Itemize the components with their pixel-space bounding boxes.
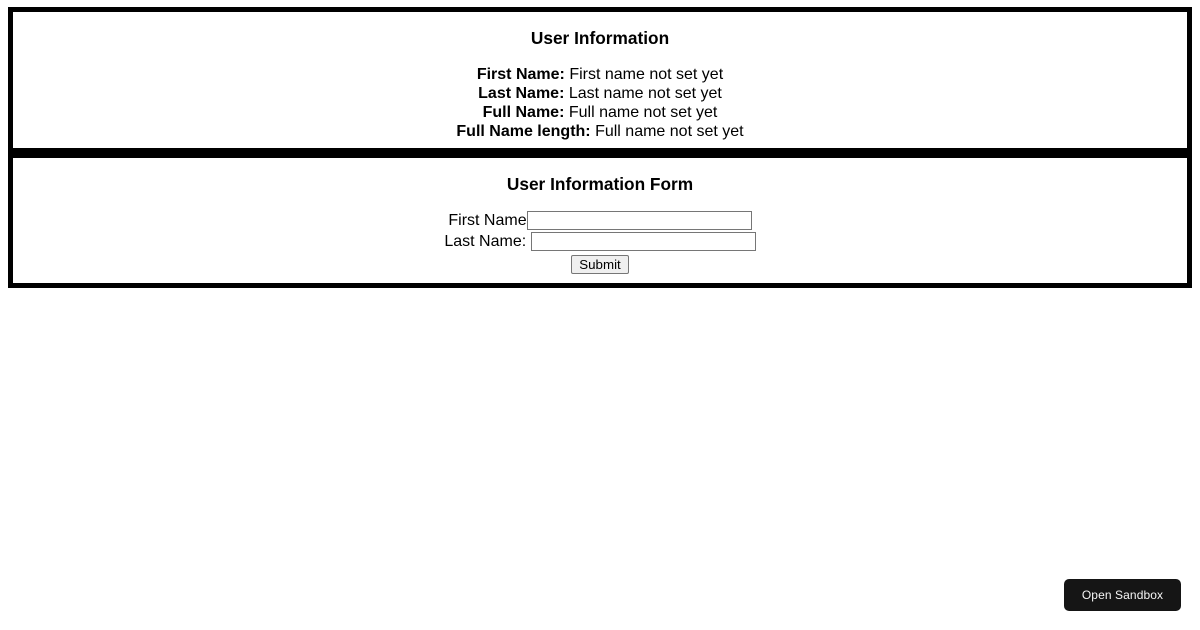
- form-row-last-name: [13, 231, 1187, 252]
- form-row-submit: [13, 254, 1187, 275]
- info-label-full-name-length: Full Name length:: [456, 123, 591, 141]
- info-label-last-name: Last Name:: [478, 85, 565, 103]
- user-information-panel: [8, 7, 1192, 153]
- submit-button[interactable]: Submit: [571, 255, 628, 274]
- info-value-full-name: Full name not set yet: [568, 104, 718, 122]
- info-row-full-name-length: [13, 122, 1187, 141]
- info-value-last-name: Last name not set yet: [568, 85, 722, 103]
- open-sandbox-button[interactable]: Open Sandbox: [1064, 579, 1181, 611]
- first-name-label: First Name: [448, 212, 527, 230]
- info-row-first-name: [13, 65, 1187, 84]
- info-value-first-name: First name not set yet: [569, 66, 724, 84]
- user-information-form: [13, 210, 1187, 275]
- last-name-label: Last Name:: [444, 233, 527, 251]
- last-name-input[interactable]: [531, 232, 756, 251]
- info-label-full-name: Full Name:: [482, 104, 565, 122]
- first-name-input[interactable]: [527, 211, 752, 230]
- user-information-form-panel: [8, 153, 1192, 288]
- info-row-last-name: [13, 84, 1187, 103]
- user-information-heading: User Information: [530, 28, 670, 48]
- page-content: [8, 7, 1192, 288]
- info-value-full-name-length: Full name not set yet: [595, 123, 744, 141]
- info-label-first-name: First Name:: [476, 66, 565, 84]
- user-information-form-heading: User Information Form: [506, 174, 694, 194]
- user-information-list: [13, 65, 1187, 141]
- form-row-first-name: [13, 210, 1187, 231]
- info-row-full-name: [13, 103, 1187, 122]
